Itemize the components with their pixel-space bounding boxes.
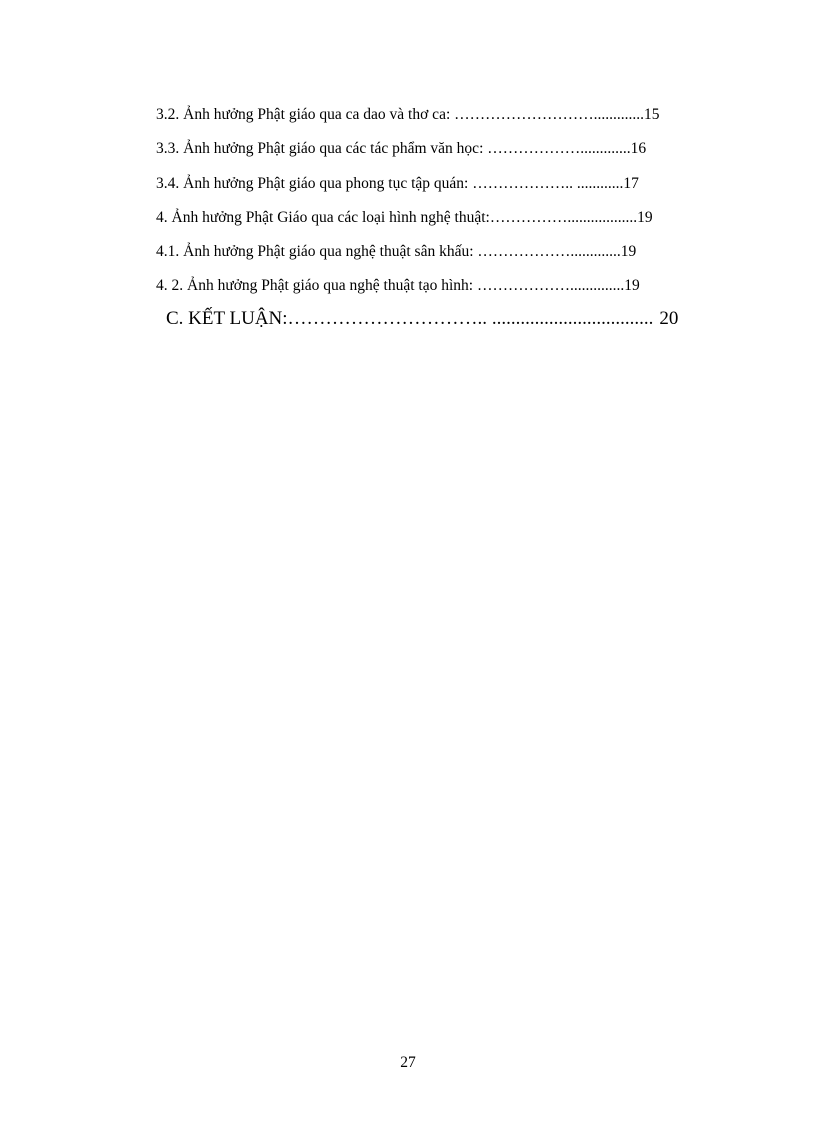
page-number: 27 (400, 1054, 416, 1071)
conclusion-leader: .................................. (491, 307, 654, 329)
conclusion-label: C. KẾT LUẬN:………………………….. (166, 307, 492, 329)
toc-entry-4-2[interactable]: 4. 2. Ảnh hưởng Phật giáo qua nghệ thuật tạo hình: ………………..............19 (156, 277, 640, 295)
toc-entry-conclusion[interactable] (156, 305, 760, 339)
toc-entry-4[interactable]: 4. Ảnh hưởng Phật Giáo qua các loại hình nghệ thuật:……………..................19 (156, 208, 653, 226)
toc-entry-3-4[interactable]: 3.4. Ảnh hưởng Phật giáo qua phong tục tập quán: ……………….. ............17 (156, 174, 639, 192)
toc-entry-4-1[interactable]: 4.1. Ảnh hưởng Phật giáo qua nghệ thuật sân khấu: ……………….............19 (156, 243, 637, 261)
toc-entry-3-2[interactable]: 3.2. Ảnh hưởng Phật giáo qua ca dao và thơ ca: ……………………….............15 (156, 106, 660, 123)
table-of-contents (156, 103, 760, 339)
conclusion-page-number: 20 (659, 307, 679, 329)
toc-entry-3-3[interactable]: 3.3. Ảnh hưởng Phật giáo qua các tác phẩm văn học: ……………….............16 (156, 140, 647, 158)
